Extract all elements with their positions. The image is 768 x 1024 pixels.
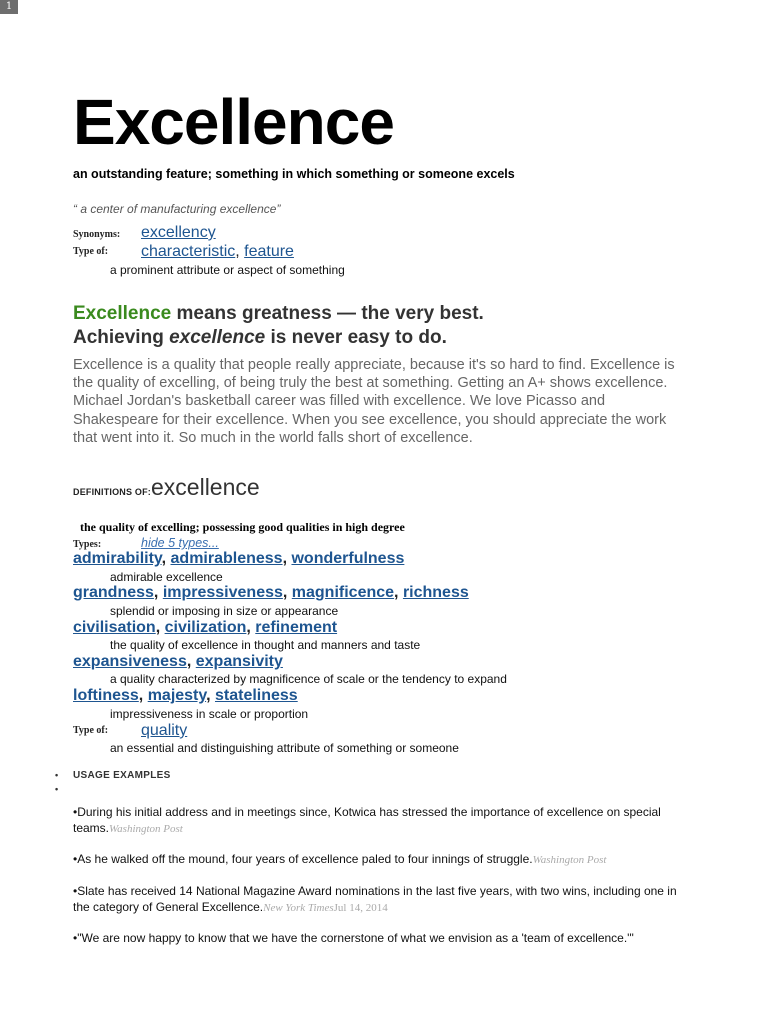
bullet-icon: • [73, 931, 78, 945]
type-link-magnificence[interactable]: magnificence [291, 584, 395, 601]
usage-empty-bullet-row [55, 784, 695, 798]
example-source[interactable]: Washington Post [532, 854, 607, 866]
type-gloss-5: impressiveness in scale or proportion [110, 707, 309, 721]
blurb-body: Excellence is a quality that people really appreciate, because it's so hard to find. Excellence is the quality of excelling, of being truly the best at something. Getting an A+ shows excellence. Michael Jordan's basketball career was filled with excellence. We love Picasso and Shakespeare for their excellence. When you see excellence, you should appreciate the work that went into it. So much in the world falls short of excellence. [73, 357, 675, 446]
definitions-label: DEFINITIONS OF: [73, 487, 151, 497]
blurb-headline-1: Excellence means greatness — the very best. [73, 303, 484, 324]
type-of-list: characteristic, feature [141, 243, 294, 260]
example-source[interactable]: Washington Post [109, 823, 183, 835]
usage-example-1 [73, 804, 691, 837]
page-number-badge: 1 [0, 0, 18, 14]
hide-types-link[interactable]: hide 5 types... [141, 536, 219, 550]
page-title: Excellence [73, 86, 394, 158]
types-label: Types: [73, 539, 102, 550]
type-link-stateliness[interactable]: stateliness [214, 687, 298, 704]
synonyms-row [73, 224, 120, 242]
example-date: Jul 14, 2014 [333, 902, 388, 914]
type-group-3: civilisation, civilization, refinement [73, 619, 338, 636]
type-link-civilization[interactable]: civilization [164, 619, 247, 636]
synonyms-list [141, 224, 216, 242]
type-of-link-characteristic[interactable]: characteristic [141, 243, 236, 260]
type-of-gloss: a prominent attribute or aspect of something [110, 263, 345, 277]
type-gloss-1: admirable excellence [110, 570, 223, 584]
bullet-icon: • [73, 852, 78, 866]
type-link-majesty[interactable]: majesty [147, 687, 207, 704]
usage-heading-row [55, 770, 695, 784]
definitions-word: excellence [151, 474, 260, 500]
synonyms-label: Synonyms: [73, 229, 121, 240]
headword-definition: an outstanding feature; something in which something or someone excels [73, 167, 515, 181]
bullet-icon: • [55, 770, 59, 780]
bullet-icon: • [73, 805, 78, 819]
type-group-2: grandness, impressiveness, magnificence, richness [73, 584, 469, 601]
def-type-of-row [73, 720, 108, 738]
usage-example-3 [73, 883, 691, 916]
usage-examples [55, 770, 695, 945]
type-link-wonderfulness[interactable]: wonderfulness [291, 550, 405, 567]
type-link-expansivity[interactable]: expansivity [195, 653, 283, 670]
type-link-loftiness[interactable]: loftiness [73, 687, 139, 704]
example-text: During his initial address and in meetings since, Kotwica has stressed the importance of excellence on special teams. [73, 805, 661, 835]
sense-definition: the quality of excelling; possessing good qualities in high degree [80, 520, 405, 534]
type-of-row [73, 241, 108, 259]
type-of-label: Type of: [73, 246, 109, 257]
def-type-of-label: Type of: [73, 725, 109, 736]
blurb-headline-2: Achieving excellence is never easy to do. [73, 327, 447, 348]
type-group-4: expansiveness, expansivity [73, 653, 283, 670]
type-link-expansiveness[interactable]: expansiveness [73, 653, 187, 670]
example-text: "We are now happy to know that we have the cornerstone of what we envision as a 'team of excellence.'" [77, 931, 634, 945]
example-source[interactable]: New York Times [263, 902, 334, 914]
bullet-icon: • [73, 884, 78, 898]
word-blurb [73, 302, 713, 447]
type-link-impressiveness[interactable]: impressiveness [162, 584, 283, 601]
type-of-link-quality[interactable]: quality [141, 722, 188, 739]
type-link-civilisation[interactable]: civilisation [73, 619, 156, 636]
type-link-admirability[interactable]: admirability [73, 550, 162, 567]
type-group-5: loftiness, majesty, stateliness [73, 687, 298, 704]
definitions-heading [73, 474, 260, 501]
type-link-richness[interactable]: richness [402, 584, 469, 601]
usage-example-4 [73, 930, 691, 946]
type-gloss-3: the quality of excellence in thought and manners and taste [110, 638, 421, 652]
type-of-link-feature[interactable]: feature [244, 243, 294, 260]
type-link-grandness[interactable]: grandness [73, 584, 154, 601]
bullet-icon: • [55, 784, 59, 794]
example-quote: “ a center of manufacturing excellence” [73, 202, 281, 216]
type-link-refinement[interactable]: refinement [255, 619, 338, 636]
def-type-of-gloss: an essential and distinguishing attribute of something or someone [110, 741, 459, 755]
type-gloss-4: a quality characterized by magnificence of scale or the tendency to expand [110, 672, 507, 686]
type-gloss-2: splendid or imposing in size or appearance [110, 604, 339, 618]
synonym-link-excellency[interactable]: excellency [141, 224, 216, 241]
example-text: As he walked off the mound, four years of excellence paled to four innings of struggle. [77, 852, 533, 866]
usage-heading: USAGE EXAMPLES [73, 770, 171, 781]
blurb-highlight-word: Excellence [73, 303, 172, 324]
type-link-admirableness[interactable]: admirableness [170, 550, 283, 567]
def-type-of-list [141, 722, 187, 740]
example-text: Slate has received 14 National Magazine Award nominations in the last five years, with two wins, including one in the category of General Excellence. [73, 884, 677, 914]
type-group-1: admirability, admirableness, wonderfulness [73, 550, 405, 567]
usage-example-2 [73, 851, 691, 868]
